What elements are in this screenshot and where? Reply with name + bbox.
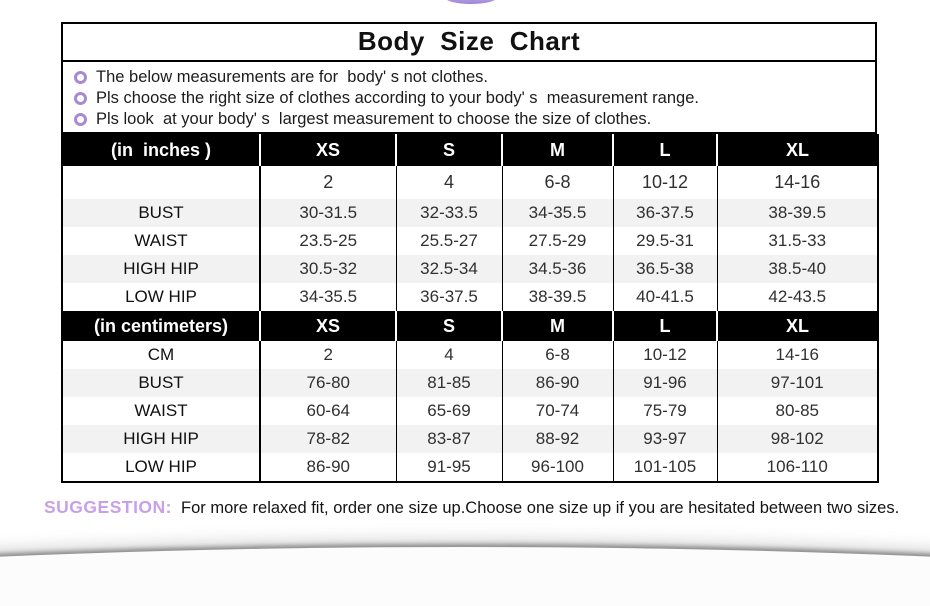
size-value: 32-33.5 — [396, 199, 502, 227]
size-value: 4 — [396, 341, 502, 369]
size-column-header: XS — [260, 134, 396, 166]
size-value: 101-105 — [613, 453, 717, 482]
size-value: 32.5-34 — [396, 255, 502, 283]
size-value: 75-79 — [613, 397, 717, 425]
size-column-header: L — [613, 311, 717, 341]
note-text: Pls look at your body' s largest measurement to choose the size of clothes. — [96, 110, 652, 128]
measurement-label: BUST — [62, 199, 260, 227]
suggestion-label: SUGGESTION: — [44, 497, 173, 517]
size-value: 96-100 — [502, 453, 613, 482]
bullet-ring-icon — [74, 71, 87, 84]
measurement-label: CM — [147, 345, 175, 364]
table-row — [62, 227, 878, 255]
size-value: 91-95 — [396, 453, 502, 482]
measurement-label: LOW HIP — [125, 457, 197, 476]
size-value: 70-74 — [502, 397, 613, 425]
size-column-header: S — [396, 311, 502, 341]
bullet-ring-icon — [74, 92, 87, 105]
size-value: 42-43.5 — [717, 283, 878, 311]
note-item — [71, 109, 867, 130]
size-value: 2 — [260, 341, 396, 369]
decorative-dot-icon — [445, 0, 497, 4]
suggestion-line — [44, 497, 899, 518]
size-value: 23.5-25 — [260, 227, 396, 255]
size-value: 6-8 — [502, 166, 613, 199]
note-text: Pls choose the right size of clothes according to your body' s measurement range. — [96, 89, 699, 107]
size-value: 97-101 — [717, 369, 878, 397]
table-header-centimeters — [62, 311, 878, 341]
size-value: 106-110 — [717, 453, 878, 482]
size-value: 31.5-33 — [717, 227, 878, 255]
size-value: 60-64 — [260, 397, 396, 425]
size-value: 27.5-29 — [502, 227, 613, 255]
measurement-label: BUST — [62, 369, 260, 397]
size-column-header: M — [502, 134, 613, 166]
table-row — [62, 369, 878, 397]
size-column-header: XL — [717, 134, 878, 166]
size-value: 36-37.5 — [613, 199, 717, 227]
suggestion-text: For more relaxed fit, order one size up.Choose one size up if you are hesitated between two sizes. — [181, 499, 900, 517]
size-value: 4 — [396, 166, 502, 199]
table-row — [62, 166, 878, 199]
size-value: 34-35.5 — [502, 199, 613, 227]
size-value: 2 — [260, 166, 396, 199]
table-row — [62, 425, 878, 453]
measurement-label: HIGH HIP — [62, 425, 260, 453]
table-row — [62, 255, 878, 283]
size-value: 30.5-32 — [260, 255, 396, 283]
measurement-label: HIGH HIP — [62, 255, 260, 283]
page-title: Body Size Chart — [63, 24, 875, 62]
size-value: 86-90 — [260, 453, 396, 482]
measurement-label: WAIST — [134, 401, 188, 420]
size-value: 14-16 — [717, 341, 878, 369]
size-value: 36-37.5 — [396, 283, 502, 311]
size-column-header: S — [396, 134, 502, 166]
measurement-label: LOW HIP — [125, 287, 197, 306]
info-box — [61, 22, 877, 134]
size-value: 81-85 — [396, 369, 502, 397]
table-row — [62, 453, 878, 482]
bullet-ring-icon — [74, 113, 87, 126]
size-value: 14-16 — [717, 166, 878, 199]
size-value: 36.5-38 — [613, 255, 717, 283]
size-value: 93-97 — [613, 425, 717, 453]
size-value: 10-12 — [613, 341, 717, 369]
table-row — [62, 341, 878, 369]
notes-list — [63, 62, 875, 130]
size-value: 83-87 — [396, 425, 502, 453]
table-row — [62, 199, 878, 227]
size-value: 65-69 — [396, 397, 502, 425]
size-value: 34.5-36 — [502, 255, 613, 283]
size-value: 38-39.5 — [717, 199, 878, 227]
note-item — [71, 88, 867, 109]
size-value: 40-41.5 — [613, 283, 717, 311]
table-row — [62, 283, 878, 311]
note-item — [71, 67, 867, 88]
size-value: 6-8 — [502, 341, 613, 369]
size-value: 25.5-27 — [396, 227, 502, 255]
size-value: 76-80 — [260, 369, 396, 397]
size-value: 34-35.5 — [260, 283, 396, 311]
size-value: 29.5-31 — [613, 227, 717, 255]
size-column-header: M — [502, 311, 613, 341]
size-value: 91-96 — [613, 369, 717, 397]
size-column-header: XS — [260, 311, 396, 341]
size-value: 98-102 — [717, 425, 878, 453]
size-column-header: L — [613, 134, 717, 166]
size-table — [61, 134, 879, 483]
size-column-header: XL — [717, 311, 878, 341]
size-value: 88-92 — [502, 425, 613, 453]
note-text: The below measurements are for body' s not clothes. — [96, 68, 489, 86]
size-value: 30-31.5 — [260, 199, 396, 227]
measurement-label: WAIST — [134, 231, 188, 250]
size-value: 80-85 — [717, 397, 878, 425]
page-curl-shadow — [0, 547, 930, 606]
table-row — [62, 397, 878, 425]
table-header-inches — [62, 134, 878, 166]
size-value: 38.5-40 — [717, 255, 878, 283]
unit-header: (in centimeters) — [62, 311, 260, 341]
unit-header: (in inches ) — [62, 134, 260, 166]
measurement-label — [62, 166, 260, 199]
size-value: 86-90 — [502, 369, 613, 397]
size-value: 10-12 — [613, 166, 717, 199]
size-value: 78-82 — [260, 425, 396, 453]
size-value: 38-39.5 — [502, 283, 613, 311]
